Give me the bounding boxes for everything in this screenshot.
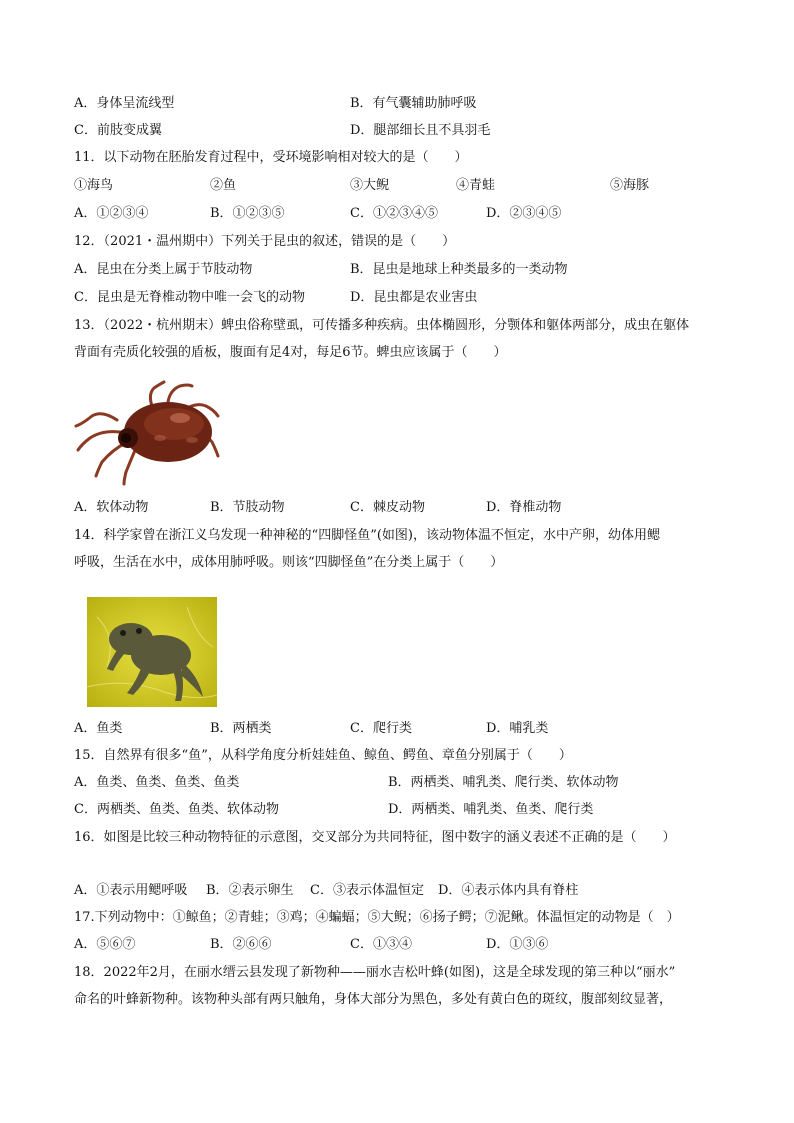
q15-option-d[interactable]: D．两栖类、哺乳类、鱼类、爬行类 (388, 802, 594, 817)
q12-option-d[interactable]: D．昆虫都是农业害虫 (350, 290, 478, 305)
q16-option-c[interactable]: C．③表示体温恒定 (310, 883, 424, 898)
q12-option-a[interactable]: A．昆虫在分类上属于节肢动物 (74, 262, 253, 277)
q12-option-c[interactable]: C．昆虫是无脊椎动物中唯一会飞的动物 (74, 290, 305, 305)
q10-option-d[interactable]: D．腿部细长且不具羽毛 (350, 123, 491, 138)
q11-item-4: ④青蛙 (456, 178, 496, 193)
q13-option-a[interactable]: A．软体动物 (74, 500, 149, 515)
q16-option-d[interactable]: D．④表示体内具有脊柱 (438, 883, 579, 898)
q16-stem: 16．如图是比较三种动物特征的示意图，交叉部分为共同特征，图中数字的涵义表述不正确的是（ ） (74, 830, 676, 845)
q16-option-a[interactable]: A．①表示用鳃呼吸 (74, 883, 188, 898)
q13-option-b[interactable]: B．节肢动物 (210, 500, 285, 515)
q11-stem: 11．以下动物在胚胎发育过程中，受环境影响相对较大的是（ ） (74, 150, 468, 165)
q10-option-a[interactable]: A．身体呈流线型 (74, 96, 175, 111)
q13-stem-line1: 13．（2022・杭州期末）蜱虫俗称壁虱，可传播多种疾病。虫体椭圆形，分颚体和躯体两部分，成虫在躯体 (74, 318, 690, 333)
q17-option-b[interactable]: B．②⑥⑥ (210, 937, 272, 952)
q18-stem-line1: 18．2022年2月，在丽水缙云县发现了新物种——丽水吉松叶蜂(如图)，这是全球发现的第三种以“丽水” (74, 965, 676, 980)
q13-option-d[interactable]: D．脊椎动物 (486, 500, 562, 515)
q15-option-c[interactable]: C．两栖类、鱼类、鱼类、软体动物 (74, 802, 279, 817)
q11-item-2: ②鱼 (210, 178, 237, 193)
q11-item-1: ①海鸟 (74, 178, 114, 193)
q13-option-c[interactable]: C．棘皮动物 (350, 500, 425, 515)
q15-option-b[interactable]: B．两栖类、哺乳类、爬行类、软体动物 (388, 775, 619, 790)
q11-option-c[interactable]: C．①②③④⑤ (350, 206, 438, 221)
q17-option-c[interactable]: C．①③④ (350, 937, 412, 952)
q14-option-a[interactable]: A．鱼类 (74, 721, 123, 736)
q11-option-a[interactable]: A．①②③④ (74, 206, 149, 221)
q11-item-3: ③大鲵 (350, 178, 390, 193)
q17-stem: 17.下列动物中：①鲸鱼；②青蛙；③鸡；④蝙蝠；⑤大鲵；⑥扬子鳄；⑦泥鳅。体温恒定的动物是（ ） (74, 910, 680, 925)
q10-option-c[interactable]: C．前肢变成翼 (74, 123, 162, 138)
q17-option-a[interactable]: A．⑤⑥⑦ (74, 937, 136, 952)
q10-option-b[interactable]: B．有气囊辅助肺呼吸 (350, 96, 477, 111)
q12-stem: 12．（2021・温州期中）下列关于昆虫的叙述，错误的是（ ） (74, 234, 456, 249)
q12-option-b[interactable]: B．昆虫是地球上种类最多的一类动物 (350, 262, 568, 277)
q14-option-c[interactable]: C．爬行类 (350, 721, 412, 736)
q11-option-d[interactable]: D．②③④⑤ (486, 206, 562, 221)
q17-option-d[interactable]: D．①③⑥ (486, 937, 549, 952)
q14-option-d[interactable]: D．哺乳类 (486, 721, 549, 736)
q16-option-b[interactable]: B．②表示卵生 (206, 883, 294, 898)
q15-option-a[interactable]: A．鱼类、鱼类、鱼类、鱼类 (74, 775, 240, 790)
q11-item-5: ⑤海豚 (610, 178, 650, 193)
tick-image (72, 380, 222, 488)
salamander-photo (87, 597, 217, 707)
q11-option-b[interactable]: B．①②③⑤ (210, 206, 285, 221)
q14-stem-line1: 14．科学家曾在浙江义乌发现一种神秘的“四脚怪鱼”(如图)，该动物体温不恒定，水中产卵，幼体用鳃 (74, 528, 660, 543)
q18-stem-line2: 命名的叶蜂新物种。该物种头部有两只触角，身体大部分为黑色，多处有黄白色的斑纹，腹部刻纹显著， (74, 992, 673, 1007)
q13-stem-line2: 背面有壳质化较强的盾板，腹面有足4对，每足6节。蜱虫应该属于（ ） (74, 345, 507, 360)
q15-stem: 15．自然界有很多“鱼”，从科学角度分析娃娃鱼、鲸鱼、鳄鱼、章鱼分别属于（ ） (74, 748, 572, 763)
q14-option-b[interactable]: B．两栖类 (210, 721, 272, 736)
q14-stem-line2: 呼吸，生活在水中，成体用肺呼吸。则该“四脚怪鱼”在分类上属于（ ） (74, 555, 504, 570)
